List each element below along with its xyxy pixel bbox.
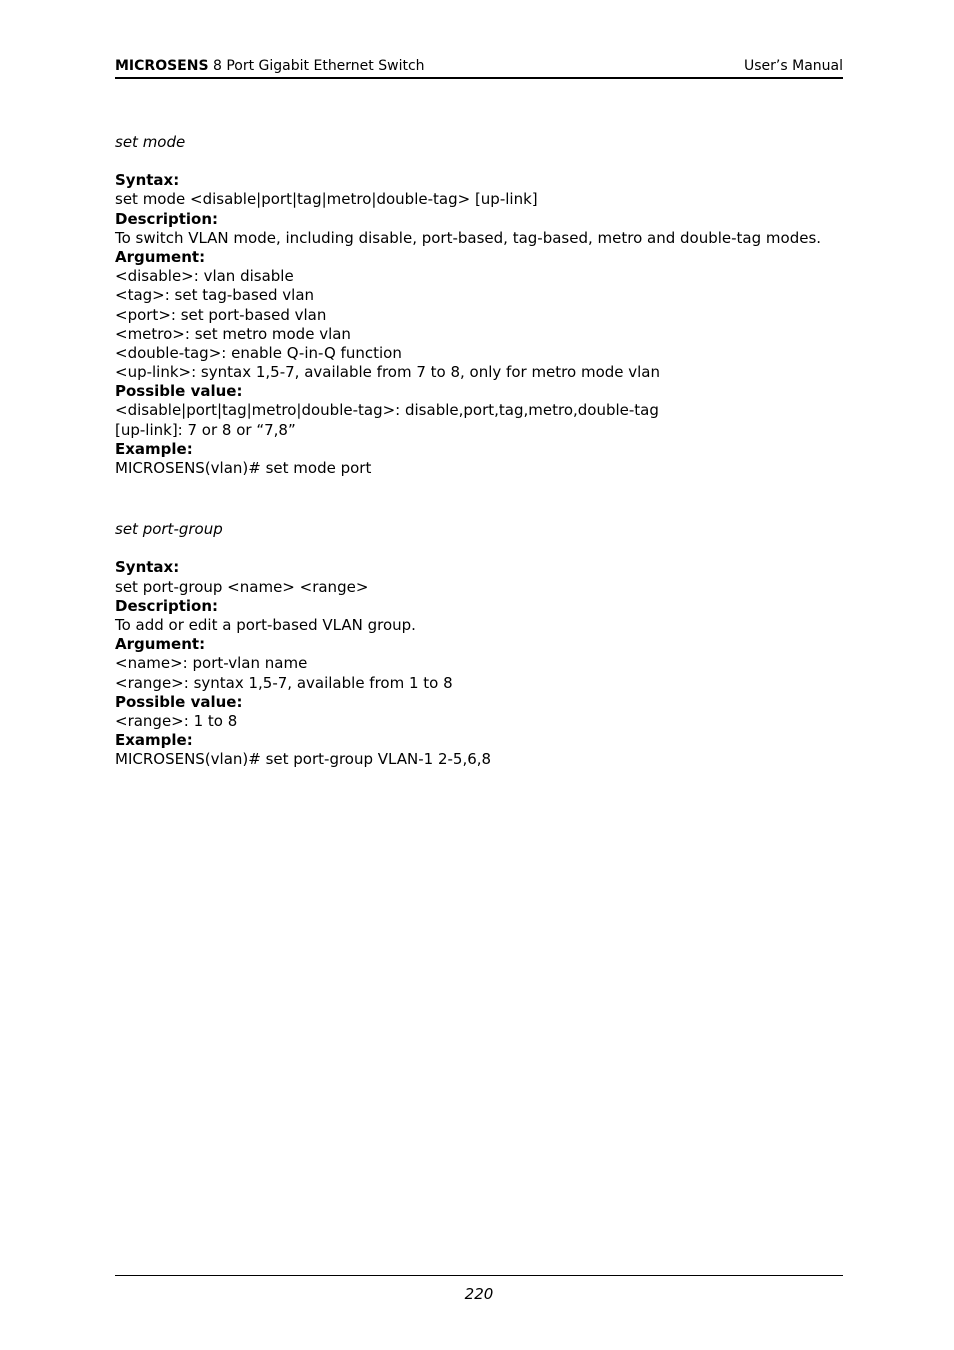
command-title: set port-group <box>115 520 223 539</box>
description-text: To add or edit a port-based VLAN group. <box>115 615 416 634</box>
possible-value-item: [up-link]: 7 or 8 or “7,8” <box>115 420 296 439</box>
possible-value-label: Possible value: <box>115 692 243 711</box>
syntax-label: Syntax: <box>115 558 180 577</box>
possible-value-item: <disable|port|tag|metro|double-tag>: disable,port,tag,metro,double-tag <box>115 401 659 420</box>
argument-item: <metro>: set metro mode vlan <box>115 324 351 343</box>
syntax-text: set port-group <name> <range> <box>115 577 369 596</box>
header-title <box>115 57 425 75</box>
syntax-label: Syntax: <box>115 171 180 190</box>
description-text: To switch VLAN mode, including disable, port-based, tag-based, metro and double-tag modes. <box>115 228 822 247</box>
page-content <box>115 133 843 769</box>
example-label: Example: <box>115 439 193 458</box>
command-title: set mode <box>115 133 186 151</box>
header-brand: MICROSENS <box>115 58 209 74</box>
header-manual: User’s Manual <box>744 58 843 74</box>
argument-item: <double-tag>: enable Q-in-Q function <box>115 343 402 362</box>
header-product: 8 Port Gigabit Ethernet Switch <box>208 58 425 74</box>
possible-value-label: Possible value: <box>115 382 243 401</box>
example-label: Example: <box>115 731 193 750</box>
description-label: Description: <box>115 596 219 615</box>
page-number: 220 <box>464 1285 494 1303</box>
argument-item: <up-link>: syntax 1,5-7, available from 7 to 8, only for metro mode vlan <box>115 363 661 382</box>
command-section-set-port-group <box>115 520 843 769</box>
description-label: Description: <box>115 209 219 228</box>
section-spacer <box>115 478 843 520</box>
syntax-text: set mode <disable|port|tag|metro|double-tag> [up-link] <box>115 190 538 209</box>
argument-item: <tag>: set tag-based vlan <box>115 286 315 305</box>
argument-label: Argument: <box>115 635 206 654</box>
argument-item: <name>: port-vlan name <box>115 654 308 673</box>
example-text: MICROSENS(vlan)# set mode port <box>115 459 372 477</box>
possible-value-item: <range>: 1 to 8 <box>115 711 238 730</box>
argument-label: Argument: <box>115 247 206 266</box>
page-footer <box>115 1275 843 1303</box>
page-header <box>115 57 843 79</box>
argument-item: <port>: set port-based vlan <box>115 305 327 324</box>
argument-item: <disable>: vlan disable <box>115 267 294 286</box>
argument-item: <range>: syntax 1,5-7, available from 1 to 8 <box>115 673 453 692</box>
example-text: MICROSENS(vlan)# set port-group VLAN-1 2-5,6,8 <box>115 750 492 769</box>
command-section-set-mode <box>115 133 843 478</box>
